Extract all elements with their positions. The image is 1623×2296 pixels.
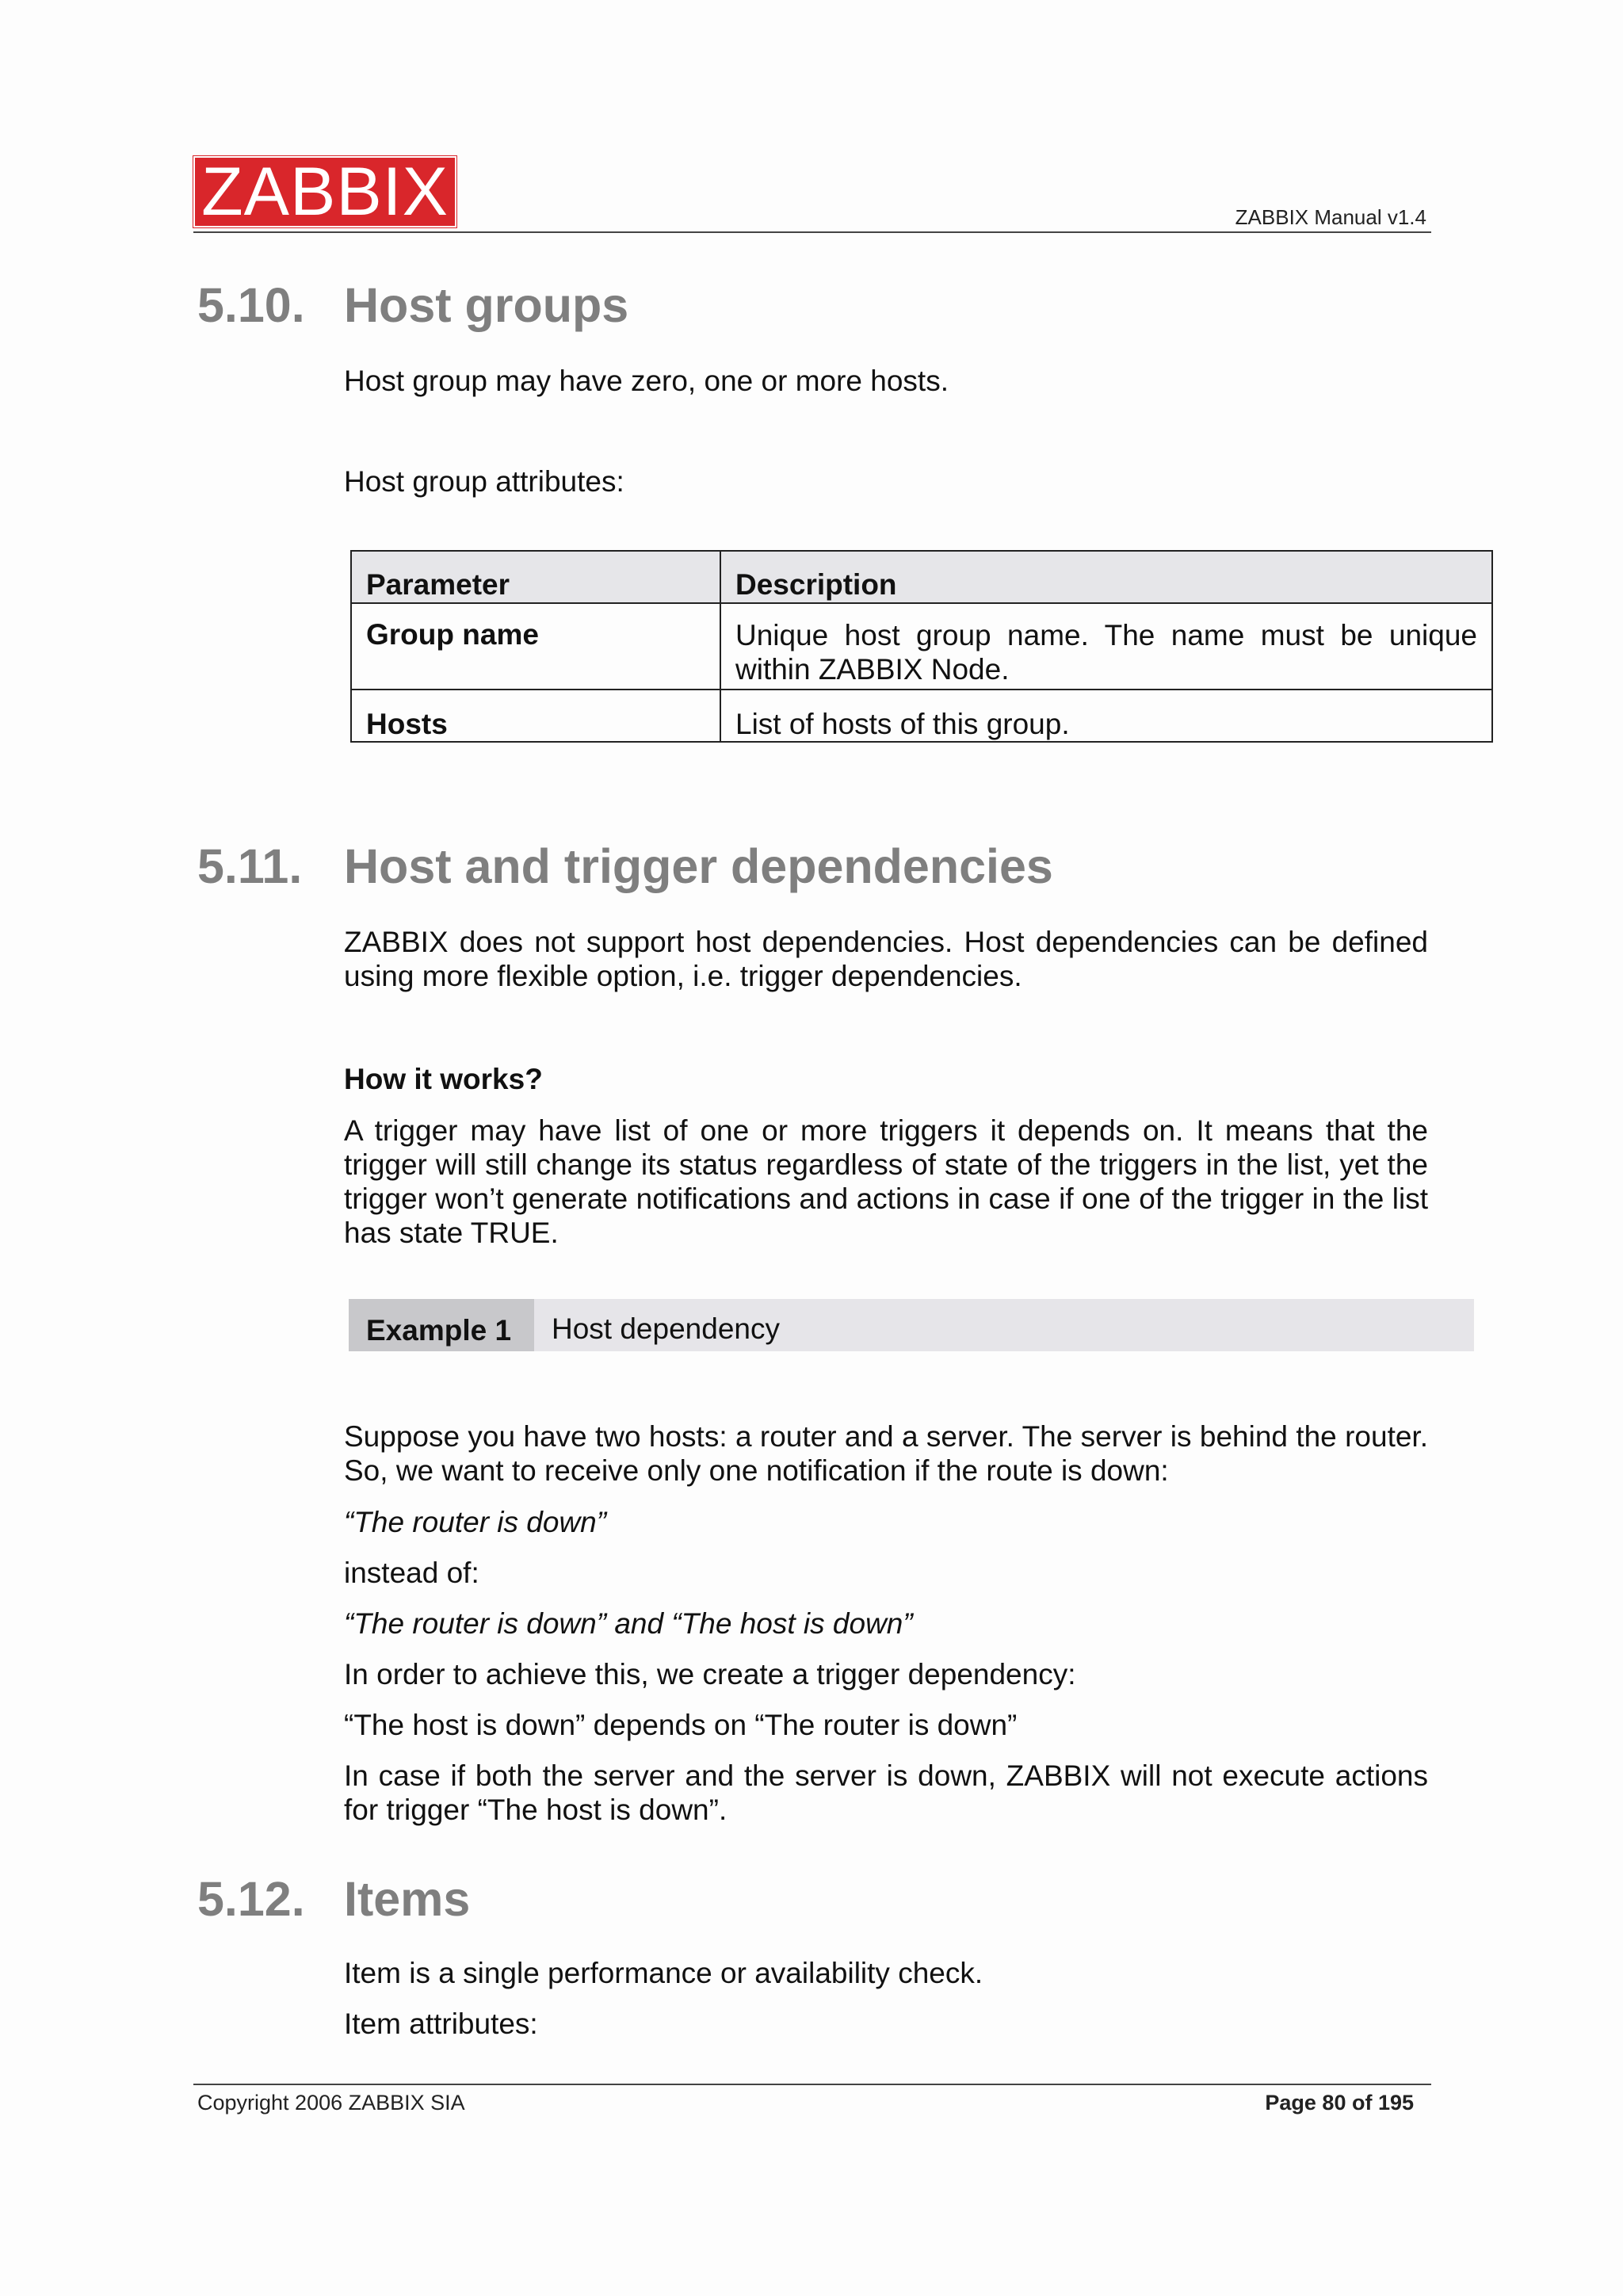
table-row [351, 690, 1492, 742]
paragraph: Host group may have zero, one or more hosts. [344, 365, 949, 397]
section-number: 5.12. [197, 1872, 305, 1926]
paragraph: In case if both the server and the server is down, ZABBIX will not execute actions for trigger “The host is down”. [344, 1759, 1428, 1826]
paragraph: “The host is down” depends on “The router is down” [344, 1709, 1018, 1741]
paragraph: Item is a single performance or availability check. [344, 1957, 983, 1989]
footer-divider [193, 2084, 1431, 2085]
paragraph: In order to achieve this, we create a trigger dependency: [344, 1658, 1076, 1690]
host-group-attributes-table [350, 550, 1493, 743]
paragraph: ZABBIX does not support host dependencies. Host dependencies can be defined using more flexible option, i.e. trigger dependencies. [344, 926, 1428, 992]
paragraph: Item attributes: [344, 2008, 538, 2040]
section-heading-dependencies [197, 839, 1053, 894]
manual-title: ZABBIX Manual v1.4 [1235, 205, 1426, 229]
table-cell-name: Hosts [351, 690, 720, 742]
table-header-row [351, 551, 1492, 603]
section-title: Host and trigger dependencies [344, 839, 1053, 893]
paragraph: Host group attributes: [344, 465, 624, 498]
paragraph: Suppose you have two hosts: a router and a server. The server is behind the router. So, we want to receive only one notification if the route is down: [344, 1420, 1428, 1487]
table-row [351, 603, 1492, 690]
example-title: Host dependency [552, 1312, 780, 1345]
table-cell-description: List of hosts of this group. [720, 690, 1492, 742]
table-header-cell: Parameter [351, 551, 720, 603]
section-title: Host groups [344, 278, 629, 332]
subheading: How it works? [344, 1063, 543, 1095]
example-bar [349, 1299, 1474, 1351]
section-heading-host-groups [197, 277, 628, 333]
table-header-cell: Description [720, 551, 1492, 603]
quote: “The router is down” and “The host is down” [344, 1607, 913, 1640]
zabbix-logo [193, 154, 456, 230]
section-heading-items [197, 1871, 470, 1927]
section-title: Items [344, 1872, 471, 1926]
header-divider [193, 231, 1431, 233]
table-cell-description: Unique host group name. The name must be unique within ZABBIX Node. [720, 603, 1492, 690]
section-number: 5.10. [197, 278, 305, 332]
footer-copyright: Copyright 2006 ZABBIX SIA [197, 2091, 465, 2115]
section-number: 5.11. [197, 839, 303, 893]
paragraph: instead of: [344, 1557, 479, 1589]
quote: “The router is down” [344, 1506, 607, 1538]
example-label: Example 1 [349, 1299, 534, 1351]
logo-text: ZABBIX [201, 154, 449, 230]
footer-page-number: Page 80 of 195 [1265, 2091, 1414, 2115]
table-cell-name: Group name [351, 603, 720, 690]
paragraph: A trigger may have list of one or more triggers it depends on. It means that the trigger will still change its status regardless of state of the triggers in the list, yet the trigger won’t generate notifications and actions in case if one of the trigger in the list has state TRUE. [344, 1114, 1428, 1249]
